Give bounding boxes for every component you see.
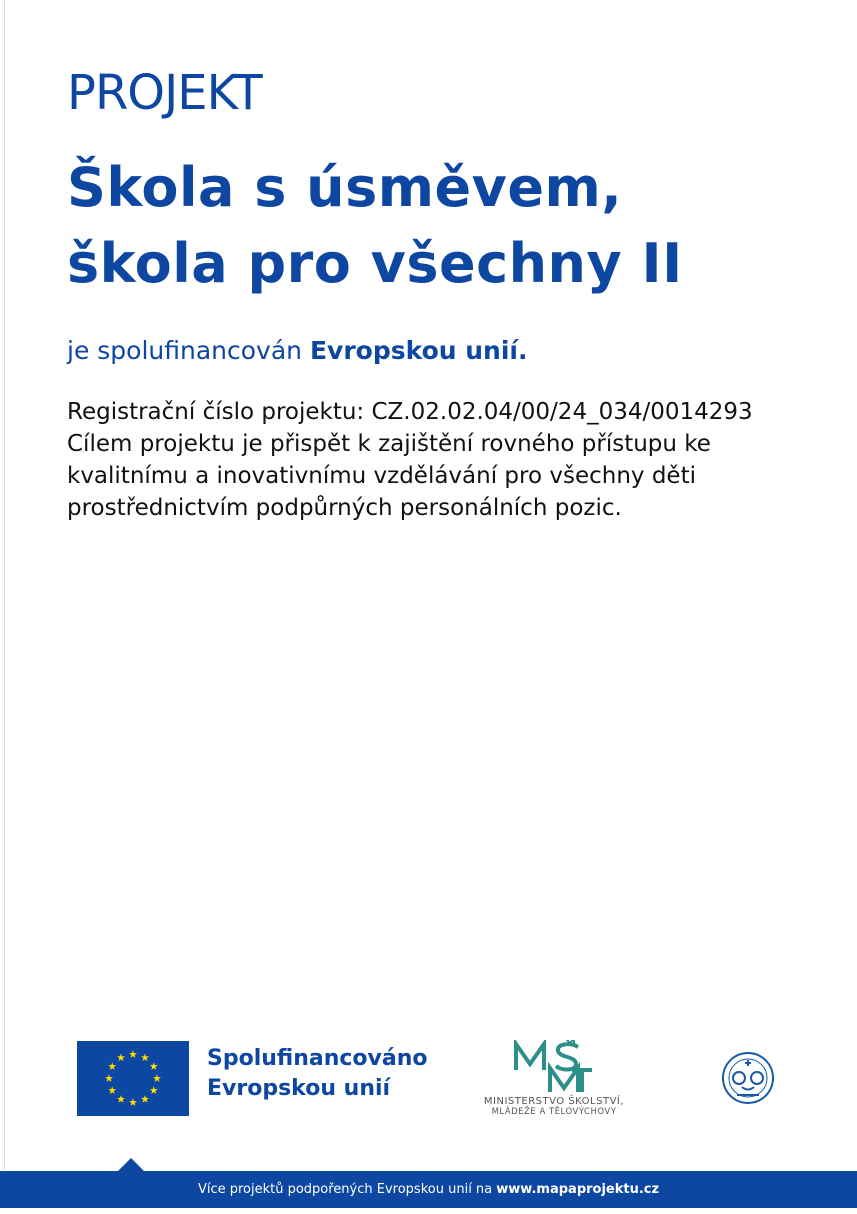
eu-flag-icon	[77, 1041, 189, 1116]
eu-text-line-1: Spolufinancováno	[207, 1046, 428, 1071]
school-emblem-icon	[721, 1051, 775, 1105]
msmt-name-line-2: MLÁDEŽE A TĚLOVÝCHOVY	[491, 1107, 617, 1117]
project-goal: Cílem projektu je přispět k zajištění rovného přístupu ke kvalitnímu a inovativnímu vzdělávání pro všechny děti prostřednictvím podpůrných personálních pozic.	[67, 431, 711, 521]
cofinancing-eu: Evropskou unií.	[309, 336, 528, 365]
msmt-name-line-1: MINISTERSTVO ŠKOLSTVÍ,	[483, 1096, 625, 1107]
footer-text	[0, 1171, 857, 1208]
footer-prefix: Více projektů podpořených Evropskou unií na	[197, 1182, 497, 1197]
cofinancing-prefix: je spolufinancován	[67, 336, 310, 365]
project-label: PROJEKT	[67, 65, 262, 121]
project-title-line-1: Škola s úsměvem,	[67, 156, 623, 219]
page-border	[4, 0, 5, 1170]
footer-link[interactable]: www.mapaprojektu.cz	[496, 1182, 660, 1197]
msmt-name	[474, 1096, 634, 1118]
cofinancing-statement	[67, 334, 528, 368]
eu-text-line-2: Evropskou unií	[207, 1076, 391, 1101]
footer-notch	[117, 1158, 145, 1172]
project-title	[67, 150, 683, 302]
eu-cofinanced-text	[207, 1044, 428, 1104]
msmt-logo-icon	[512, 1040, 594, 1094]
project-title-line-2: škola pro všechny II	[67, 232, 683, 295]
registration-number: Registrační číslo projektu: CZ.02.02.04/00/24_034/0014293	[67, 399, 753, 425]
